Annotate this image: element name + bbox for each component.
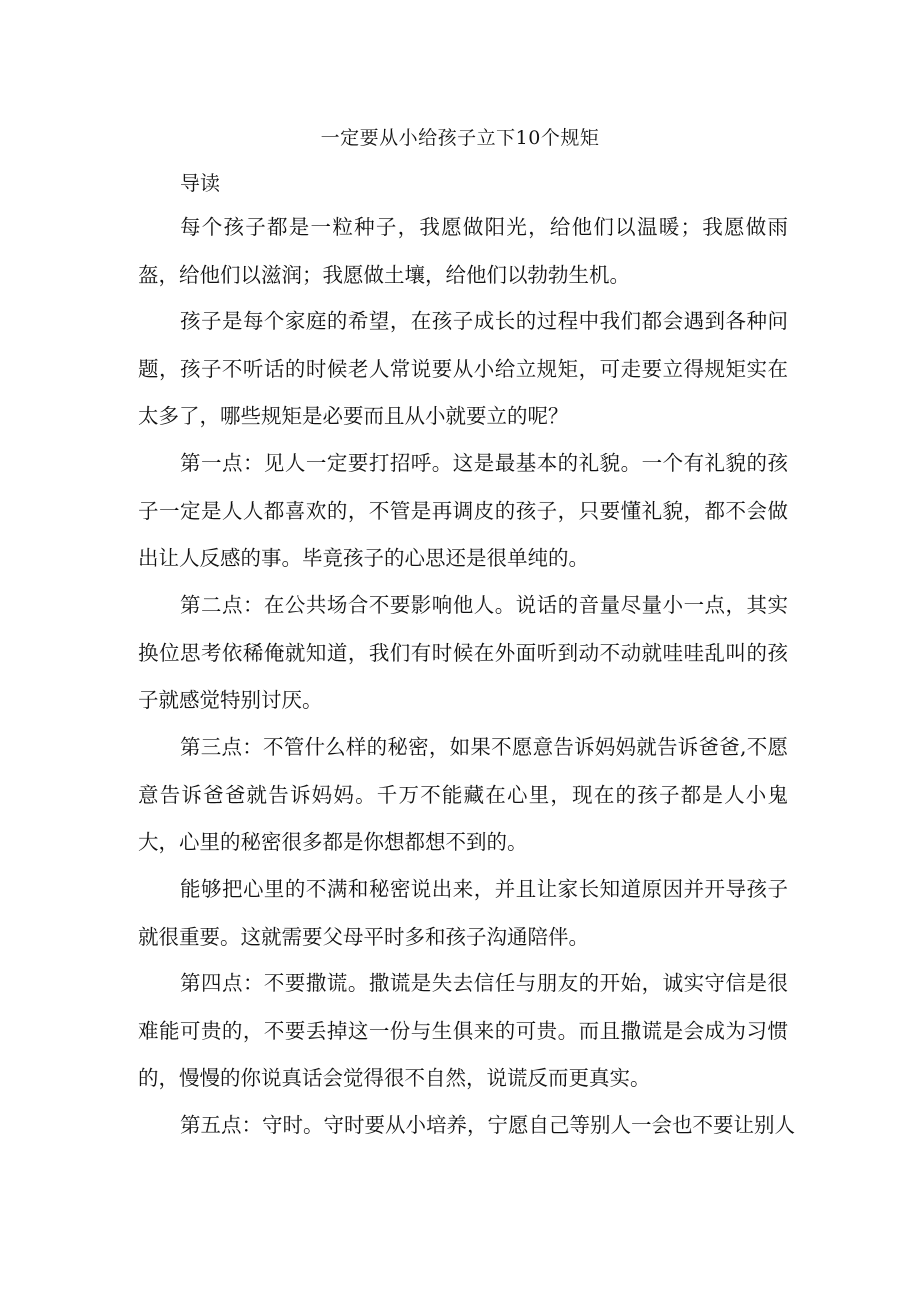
paragraph-rule-5: 第五点：守时。守时要从小培养，宁愿自己等别人一会也不要让别人 [180, 1113, 795, 1137]
intro-heading: 导读 [180, 171, 220, 195]
document-title: 一定要从小给孩子立下10个规矩 [320, 127, 600, 149]
paragraph-intro-rules: 孩子是每个家庭的希望，在孩子成长的过程中我们都会遇到各种问题，孩子不听话的时候老人常说要从小给立规矩，可走要立得规矩实在太多了，哪些规矩是必要而且从小就要立的呢？ [138, 309, 788, 428]
paragraph-intro-seed: 每个孩子都是一粒种子，我愿做阳光，给他们以温暖；我愿做雨盔，给他们以滋润；我愿做土壤，给他们以勃勃生机。 [138, 215, 788, 287]
paragraph-rule-4: 第四点：不要撒谎。撒谎是失去信任与朋友的开始，诚实守信是很难能可贵的，不要丢掉这一份与生俱来的可贵。而且撒谎是会成为习惯的，慢慢的你说真话会觉得很不自然，说谎反而更真实。 [138, 971, 788, 1090]
paragraph-rule-1: 第一点：见人一定要打招呼。这是最基本的礼貌。一个有礼貌的孩子一定是人人都喜欢的，不管是再调皮的孩子，只要懂礼貌，都不会做出让人反感的事。毕竟孩子的心思还是很单纯的。 [138, 451, 788, 570]
paragraph-rule-3-followup: 能够把心里的不满和秘密说出来，并且让家长知道原因并开导孩子就很重要。这就需要父母平时多和孩子沟通陪伴。 [138, 877, 788, 949]
paragraph-rule-2: 第二点：在公共场合不要影响他人。说话的音量尽量小一点，其实换位思考依稀俺就知道，我们有时候在外面听到动不动就哇哇乱叫的孩子就感觉特别讨厌。 [138, 593, 788, 712]
paragraph-rule-3: 第三点：不管什么样的秘密，如果不愿意告诉妈妈就告诉爸爸,不愿意告诉爸爸就告诉妈妈。千万不能藏在心里，现在的孩子都是人小鬼大，心里的秘密很多都是你想都想不到的。 [138, 735, 788, 854]
